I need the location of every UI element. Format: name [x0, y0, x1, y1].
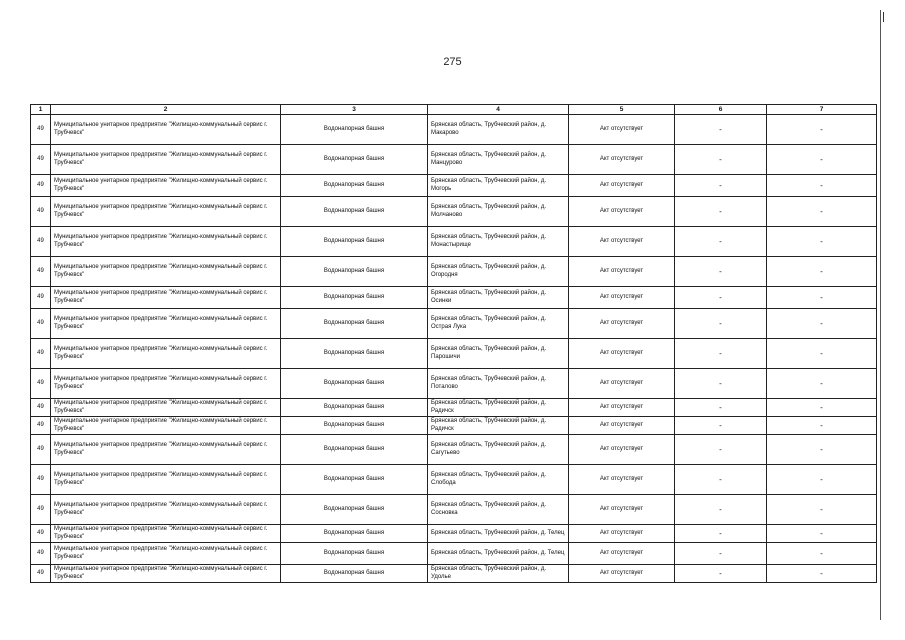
- table-body: [31, 115, 877, 583]
- column-6-cell: -: [675, 399, 767, 417]
- act-status-cell: Акт отсутствует: [569, 435, 675, 465]
- object-cell: Водонапорная башня: [281, 197, 428, 227]
- owner-cell: Муниципальное унитарное предприятие "Жилищно-коммунальный сервис г. Трубчевск": [51, 175, 281, 197]
- table-row: [31, 543, 877, 565]
- table-row: [31, 145, 877, 175]
- address-cell: Брянская область, Трубчевский район, д. Манцурово: [428, 145, 569, 175]
- registry-table: [30, 104, 877, 583]
- row-number-cell: 49: [31, 115, 51, 145]
- act-status-cell: Акт отсутствует: [569, 525, 675, 543]
- column-7-cell: -: [767, 369, 877, 399]
- row-number-cell: 49: [31, 197, 51, 227]
- column-6-cell: -: [675, 145, 767, 175]
- owner-cell: Муниципальное унитарное предприятие "Жилищно-коммунальный сервис г. Трубчевск": [51, 369, 281, 399]
- owner-cell: Муниципальное унитарное предприятие "Жилищно-коммунальный сервис г. Трубчевск": [51, 465, 281, 495]
- column-6-cell: -: [675, 339, 767, 369]
- owner-cell: Муниципальное унитарное предприятие "Жилищно-коммунальный сервис г. Трубчевск": [51, 287, 281, 309]
- table-row: [31, 197, 877, 227]
- row-number-cell: 49: [31, 287, 51, 309]
- column-6-cell: -: [675, 543, 767, 565]
- address-cell: Брянская область, Трубчевский район, д. Телец: [428, 525, 569, 543]
- object-cell: Водонапорная башня: [281, 417, 428, 435]
- column-6-cell: -: [675, 309, 767, 339]
- column-6-cell: -: [675, 435, 767, 465]
- row-number-cell: 49: [31, 339, 51, 369]
- row-number-cell: 49: [31, 399, 51, 417]
- act-status-cell: Акт отсутствует: [569, 257, 675, 287]
- row-number-cell: 49: [31, 525, 51, 543]
- column-7-cell: -: [767, 115, 877, 145]
- header-row: [31, 105, 877, 115]
- table-row: [31, 257, 877, 287]
- column-header-2: 2: [51, 105, 281, 115]
- object-cell: Водонапорная башня: [281, 115, 428, 145]
- table-row: [31, 309, 877, 339]
- object-cell: Водонапорная башня: [281, 565, 428, 583]
- column-6-cell: -: [675, 565, 767, 583]
- owner-cell: Муниципальное унитарное предприятие "Жилищно-коммунальный сервис г. Трубчевск": [51, 495, 281, 525]
- owner-cell: Муниципальное унитарное предприятие "Жилищно-коммунальный сервис г. Трубчевск": [51, 145, 281, 175]
- column-header-1: 1: [31, 105, 51, 115]
- column-7-cell: -: [767, 565, 877, 583]
- act-status-cell: Акт отсутствует: [569, 465, 675, 495]
- column-header-3: 3: [281, 105, 428, 115]
- address-cell: Брянская область, Трубчевский район, д. Сагутьево: [428, 435, 569, 465]
- act-status-cell: Акт отсутствует: [569, 227, 675, 257]
- column-7-cell: -: [767, 257, 877, 287]
- column-7-cell: -: [767, 543, 877, 565]
- act-status-cell: Акт отсутствует: [569, 543, 675, 565]
- column-7-cell: -: [767, 525, 877, 543]
- column-6-cell: -: [675, 197, 767, 227]
- address-cell: Брянская область, Трубчевский район, д. Острая Лука: [428, 309, 569, 339]
- owner-cell: Муниципальное унитарное предприятие "Жилищно-коммунальный сервис г. Трубчевск": [51, 543, 281, 565]
- act-status-cell: Акт отсутствует: [569, 399, 675, 417]
- column-6-cell: -: [675, 287, 767, 309]
- address-cell: Брянская область, Трубчевский район, д. Молчаново: [428, 197, 569, 227]
- table-row: [31, 369, 877, 399]
- owner-cell: Муниципальное унитарное предприятие "Жилищно-коммунальный сервис г. Трубчевск": [51, 435, 281, 465]
- column-7-cell: -: [767, 309, 877, 339]
- column-7-cell: -: [767, 175, 877, 197]
- row-number-cell: 49: [31, 369, 51, 399]
- table-row: [31, 399, 877, 417]
- row-number-cell: 49: [31, 435, 51, 465]
- object-cell: Водонапорная башня: [281, 145, 428, 175]
- row-number-cell: 49: [31, 495, 51, 525]
- column-header-7: 7: [767, 105, 877, 115]
- column-7-cell: -: [767, 339, 877, 369]
- object-cell: Водонапорная башня: [281, 543, 428, 565]
- act-status-cell: Акт отсутствует: [569, 369, 675, 399]
- owner-cell: Муниципальное унитарное предприятие "Жилищно-коммунальный сервис г. Трубчевск": [51, 197, 281, 227]
- act-status-cell: Акт отсутствует: [569, 197, 675, 227]
- column-6-cell: -: [675, 227, 767, 257]
- column-6-cell: -: [675, 525, 767, 543]
- margin-rule: [880, 10, 881, 620]
- table-row: [31, 495, 877, 525]
- address-cell: Брянская область, Трубчевский район, д. Могорь: [428, 175, 569, 197]
- page-number: 275: [443, 56, 462, 68]
- address-cell: Брянская область, Трубчевский район, д. Слобода: [428, 465, 569, 495]
- object-cell: Водонапорная башня: [281, 495, 428, 525]
- address-cell: Брянская область, Трубчевский район, д. Сосновка: [428, 495, 569, 525]
- table-row: [31, 435, 877, 465]
- row-number-cell: 49: [31, 543, 51, 565]
- act-status-cell: Акт отсутствует: [569, 287, 675, 309]
- act-status-cell: Акт отсутствует: [569, 145, 675, 175]
- address-cell: Брянская область, Трубчевский район, д. Телец: [428, 543, 569, 565]
- act-status-cell: Акт отсутствует: [569, 115, 675, 145]
- owner-cell: Муниципальное унитарное предприятие "Жилищно-коммунальный сервис г. Трубчевск": [51, 399, 281, 417]
- address-cell: Брянская область, Трубчевский район, д. Поталово: [428, 369, 569, 399]
- table-row: [31, 525, 877, 543]
- address-cell: Брянская область, Трубчевский район, д. Радичск: [428, 417, 569, 435]
- row-number-cell: 49: [31, 465, 51, 495]
- table-row: [31, 175, 877, 197]
- object-cell: Водонапорная башня: [281, 257, 428, 287]
- margin-tick: [883, 12, 884, 22]
- column-header-5: 5: [569, 105, 675, 115]
- table-row: [31, 417, 877, 435]
- column-7-cell: -: [767, 399, 877, 417]
- owner-cell: Муниципальное унитарное предприятие "Жилищно-коммунальный сервис г. Трубчевск": [51, 525, 281, 543]
- table-row: [31, 565, 877, 583]
- owner-cell: Муниципальное унитарное предприятие "Жилищно-коммунальный сервис г. Трубчевск": [51, 257, 281, 287]
- column-6-cell: -: [675, 175, 767, 197]
- row-number-cell: 49: [31, 175, 51, 197]
- table-row: [31, 465, 877, 495]
- row-number-cell: 49: [31, 417, 51, 435]
- owner-cell: Муниципальное унитарное предприятие "Жилищно-коммунальный сервис г. Трубчевск": [51, 309, 281, 339]
- object-cell: Водонапорная башня: [281, 525, 428, 543]
- column-7-cell: -: [767, 495, 877, 525]
- column-6-cell: -: [675, 257, 767, 287]
- address-cell: Брянская область, Трубчевский район, д. Осинки: [428, 287, 569, 309]
- address-cell: Брянская область, Трубчевский район, д. Огородня: [428, 257, 569, 287]
- object-cell: Водонапорная башня: [281, 339, 428, 369]
- column-7-cell: -: [767, 287, 877, 309]
- address-cell: Брянская область, Трубчевский район, д. Радичск: [428, 399, 569, 417]
- column-7-cell: -: [767, 197, 877, 227]
- object-cell: Водонапорная башня: [281, 465, 428, 495]
- act-status-cell: Акт отсутствует: [569, 495, 675, 525]
- column-7-cell: -: [767, 465, 877, 495]
- column-7-cell: -: [767, 417, 877, 435]
- column-6-cell: -: [675, 369, 767, 399]
- object-cell: Водонапорная башня: [281, 227, 428, 257]
- column-6-cell: -: [675, 465, 767, 495]
- act-status-cell: Акт отсутствует: [569, 309, 675, 339]
- column-header-4: 4: [428, 105, 569, 115]
- owner-cell: Муниципальное унитарное предприятие "Жилищно-коммунальный сервис г. Трубчевск": [51, 417, 281, 435]
- table-row: [31, 227, 877, 257]
- owner-cell: Муниципальное унитарное предприятие "Жилищно-коммунальный сервис г. Трубчевск": [51, 565, 281, 583]
- object-cell: Водонапорная башня: [281, 369, 428, 399]
- column-7-cell: -: [767, 145, 877, 175]
- column-6-cell: -: [675, 115, 767, 145]
- address-cell: Брянская область, Трубчевский район, д. Макарово: [428, 115, 569, 145]
- table-row: [31, 339, 877, 369]
- act-status-cell: Акт отсутствует: [569, 339, 675, 369]
- row-number-cell: 49: [31, 257, 51, 287]
- owner-cell: Муниципальное унитарное предприятие "Жилищно-коммунальный сервис г. Трубчевск": [51, 115, 281, 145]
- owner-cell: Муниципальное унитарное предприятие "Жилищно-коммунальный сервис г. Трубчевск": [51, 339, 281, 369]
- column-6-cell: -: [675, 495, 767, 525]
- act-status-cell: Акт отсутствует: [569, 417, 675, 435]
- row-number-cell: 49: [31, 565, 51, 583]
- row-number-cell: 49: [31, 145, 51, 175]
- object-cell: Водонапорная башня: [281, 309, 428, 339]
- object-cell: Водонапорная башня: [281, 399, 428, 417]
- address-cell: Брянская область, Трубчевский район, д. Удолье: [428, 565, 569, 583]
- column-7-cell: -: [767, 227, 877, 257]
- act-status-cell: Акт отсутствует: [569, 175, 675, 197]
- column-6-cell: -: [675, 417, 767, 435]
- owner-cell: Муниципальное унитарное предприятие "Жилищно-коммунальный сервис г. Трубчевск": [51, 227, 281, 257]
- column-header-6: 6: [675, 105, 767, 115]
- column-7-cell: -: [767, 435, 877, 465]
- object-cell: Водонапорная башня: [281, 287, 428, 309]
- object-cell: Водонапорная башня: [281, 175, 428, 197]
- row-number-cell: 49: [31, 227, 51, 257]
- act-status-cell: Акт отсутствует: [569, 565, 675, 583]
- table-row: [31, 115, 877, 145]
- address-cell: Брянская область, Трубчевский район, д. Парошичи: [428, 339, 569, 369]
- address-cell: Брянская область, Трубчевский район, д. Монастырище: [428, 227, 569, 257]
- row-number-cell: 49: [31, 309, 51, 339]
- table-row: [31, 287, 877, 309]
- object-cell: Водонапорная башня: [281, 435, 428, 465]
